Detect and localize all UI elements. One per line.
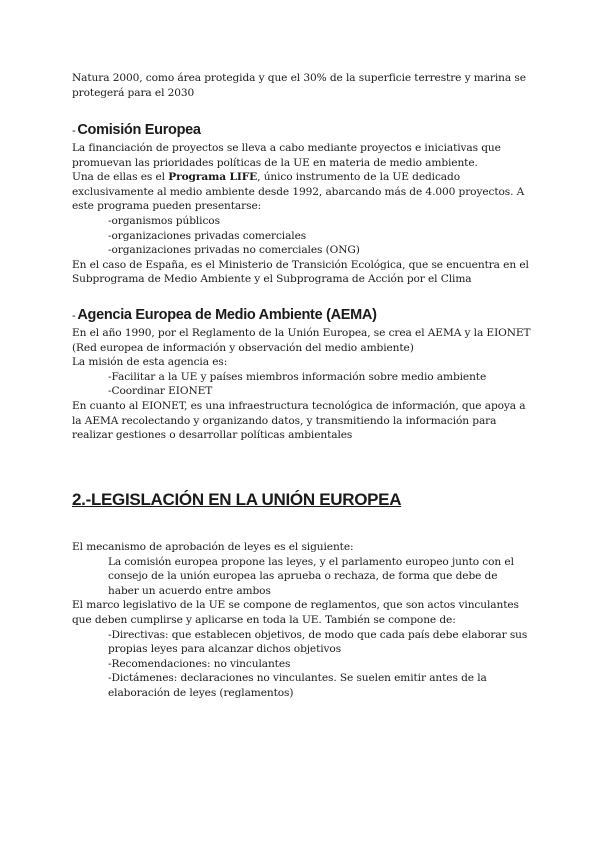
heading-aema xyxy=(72,307,377,323)
text-span: Una de ellas es el xyxy=(72,171,169,184)
text-line xyxy=(72,170,532,185)
list-item: -Facilitar a la UE y países miembros información sobre medio ambiente xyxy=(108,370,487,383)
aema-paragraph xyxy=(72,326,532,443)
indented-line: -Directivas: que establecen objetivos, de modo que cada país debe elaborar sus xyxy=(108,628,528,641)
text-line: exclusivamente al medio ambiente desde 1992, abarcando más de 4.000 proyectos. A xyxy=(72,185,525,198)
indented-line: haber un acuerdo entre ambos xyxy=(108,584,271,597)
text-line: protegerá para el 2030 xyxy=(72,86,195,99)
section-title-legislacion: 2.-LEGISLACIÓN EN LA UNIÓN EUROPEA xyxy=(72,490,402,509)
text-line: En el caso de España, es el Ministerio de Transición Ecológica, que se encuentra en el xyxy=(72,258,529,271)
list-item: -organismos públicos xyxy=(108,214,220,227)
text-line: este programa pueden presentarse: xyxy=(72,200,262,213)
indented-line: elaboración de leyes (reglamentos) xyxy=(108,686,294,699)
indented-line: consejo de la unión europea las aprueba o rechaza, de forma que debe de xyxy=(108,570,498,583)
indented-line: propias leyes para alcanzar dichos objetivos xyxy=(108,643,342,656)
text-line: promuevan las prioridades políticas de la UE en materia de medio ambiente. xyxy=(72,156,478,169)
text-line: (Red europea de información y observación del medio ambiente) xyxy=(72,341,414,354)
intro-paragraph xyxy=(72,71,532,100)
indented-line: -Dictámenes: declaraciones no vinculantes. Se suelen emitir antes de la xyxy=(108,672,487,685)
text-line: Natura 2000, como área protegida y que el 30% de la superficie terrestre y marina se xyxy=(72,72,526,84)
list-item: -organizaciones privadas no comerciales (ONG) xyxy=(108,244,360,257)
text-line: La misión de esta agencia es: xyxy=(72,356,228,369)
text-line: que deben cumplirse y aplicarse en toda la UE. También se compone de: xyxy=(72,613,456,626)
programa-life-bold: Programa LIFE xyxy=(168,171,258,184)
text-line: realizar gestiones o desarrollar políticas ambientales xyxy=(72,429,353,442)
text-line: La financiación de proyectos se lleva a cabo mediante proyectos e iniciativas que xyxy=(72,142,501,154)
text-line: En el año 1990, por el Reglamento de la Unión Europea, se crea el AEMA y la EIONET xyxy=(72,327,531,339)
heading-text: Agencia Europea de Medio Ambiente (AEMA) xyxy=(77,307,377,323)
text-line: El marco legislativo de la UE se compone de reglamentos, que son actos vinculantes xyxy=(72,599,519,612)
list-item: -Coordinar EIONET xyxy=(108,385,213,398)
text-line: En cuanto al EIONET, es una infraestructura tecnológica de información, que apoya a xyxy=(72,399,526,412)
comision-paragraph xyxy=(72,141,532,287)
legislacion-paragraph xyxy=(72,540,532,701)
text-line: El mecanismo de aprobación de leyes es el siguiente: xyxy=(72,541,354,553)
list-item: -organizaciones privadas comerciales xyxy=(108,229,307,242)
text-span: , único instrumento de la UE dedicado xyxy=(257,171,460,184)
text-line: Subprograma de Medio Ambiente y el Subprograma de Acción por el Clima xyxy=(72,273,472,286)
indented-line: -Recomendaciones: no vinculantes xyxy=(108,657,291,670)
heading-dash: - xyxy=(72,310,76,322)
heading-comision-europea xyxy=(72,122,201,138)
indented-line: La comisión europea propone las leyes, y el parlamento europeo junto con el xyxy=(108,555,514,568)
heading-text: Comisión Europea xyxy=(77,122,201,138)
heading-dash: - xyxy=(72,125,76,137)
text-line: la AEMA recolectando y organizando datos, y transmitiendo la información para xyxy=(72,414,497,427)
